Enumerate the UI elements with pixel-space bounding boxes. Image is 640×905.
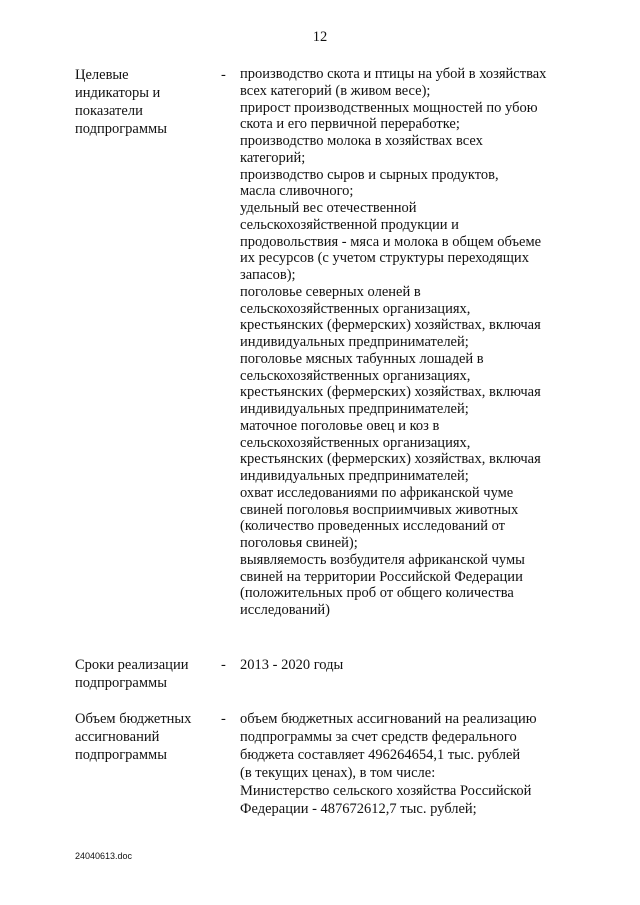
indicator-item: прирост производственных мощностей по убою скота и его первичной переработке; bbox=[240, 99, 538, 133]
timeline-dash: - bbox=[221, 657, 226, 673]
indicator-item: маточное поголовье овец и коз в сельскохозяйственных организациях, крестьянских (фермерских) хозяйствах, включая индивидуальных предпринимателей; bbox=[240, 417, 541, 484]
timeline-label: Сроки реализации подпрограммы bbox=[75, 657, 189, 691]
page-number: 12 bbox=[312, 29, 328, 45]
budget-dash: - bbox=[221, 711, 226, 727]
indicators-list bbox=[240, 66, 575, 619]
footer-filename: 24040613.doc bbox=[75, 851, 133, 861]
indicator-item: удельный вес отечественной сельскохозяйственной продукции и продовольствия - мяса и молока в общем объеме их ресурсов (с учетом структуры переходящих запасов); bbox=[240, 200, 542, 283]
indicator-item: производство сыров и сырных продуктов, масла сливочного; bbox=[240, 166, 499, 200]
indicator-item: поголовье мясных табунных лошадей в сельскохозяйственных организациях, крестьянских (фермерских) хозяйствах, включая индивидуальных предпринимателей; bbox=[240, 350, 541, 417]
indicator-item: охват исследованиями по африканской чуме свиней поголовья восприимчивых животных (количество проведенных исследований от поголовья свиней); bbox=[240, 484, 519, 551]
timeline-value: 2013 - 2020 годы bbox=[240, 657, 344, 673]
indicator-item: поголовье северных оленей в сельскохозяйственных организациях, крестьянских (фермерских) хозяйствах, включая индивидуальных предпринимателей; bbox=[240, 283, 541, 350]
budget-value: объем бюджетных ассигнований на реализацию подпрограммы за счет средств федерального бюджета составляет 496264654,1 тыс. рублей (в текущих ценах), в том числе: Министерство сельского хозяйства Российской Федерации - 487672612,7 тыс. рублей; bbox=[240, 711, 537, 817]
budget-label: Объем бюджетных ассигнований подпрограммы bbox=[75, 711, 192, 763]
indicators-dash: - bbox=[221, 67, 226, 83]
indicator-item: выявляемость возбудителя африканской чумы свиней на территории Российской Федерации (положительных проб от общего количества исследований) bbox=[240, 551, 525, 618]
indicators-label: Целевые индикаторы и показатели подпрограммы bbox=[75, 67, 167, 137]
indicator-item: производство скота и птицы на убой в хозяйствах всех категорий (в живом весе); bbox=[240, 66, 547, 99]
indicator-item: производство молока в хозяйствах всех категорий; bbox=[240, 133, 483, 166]
